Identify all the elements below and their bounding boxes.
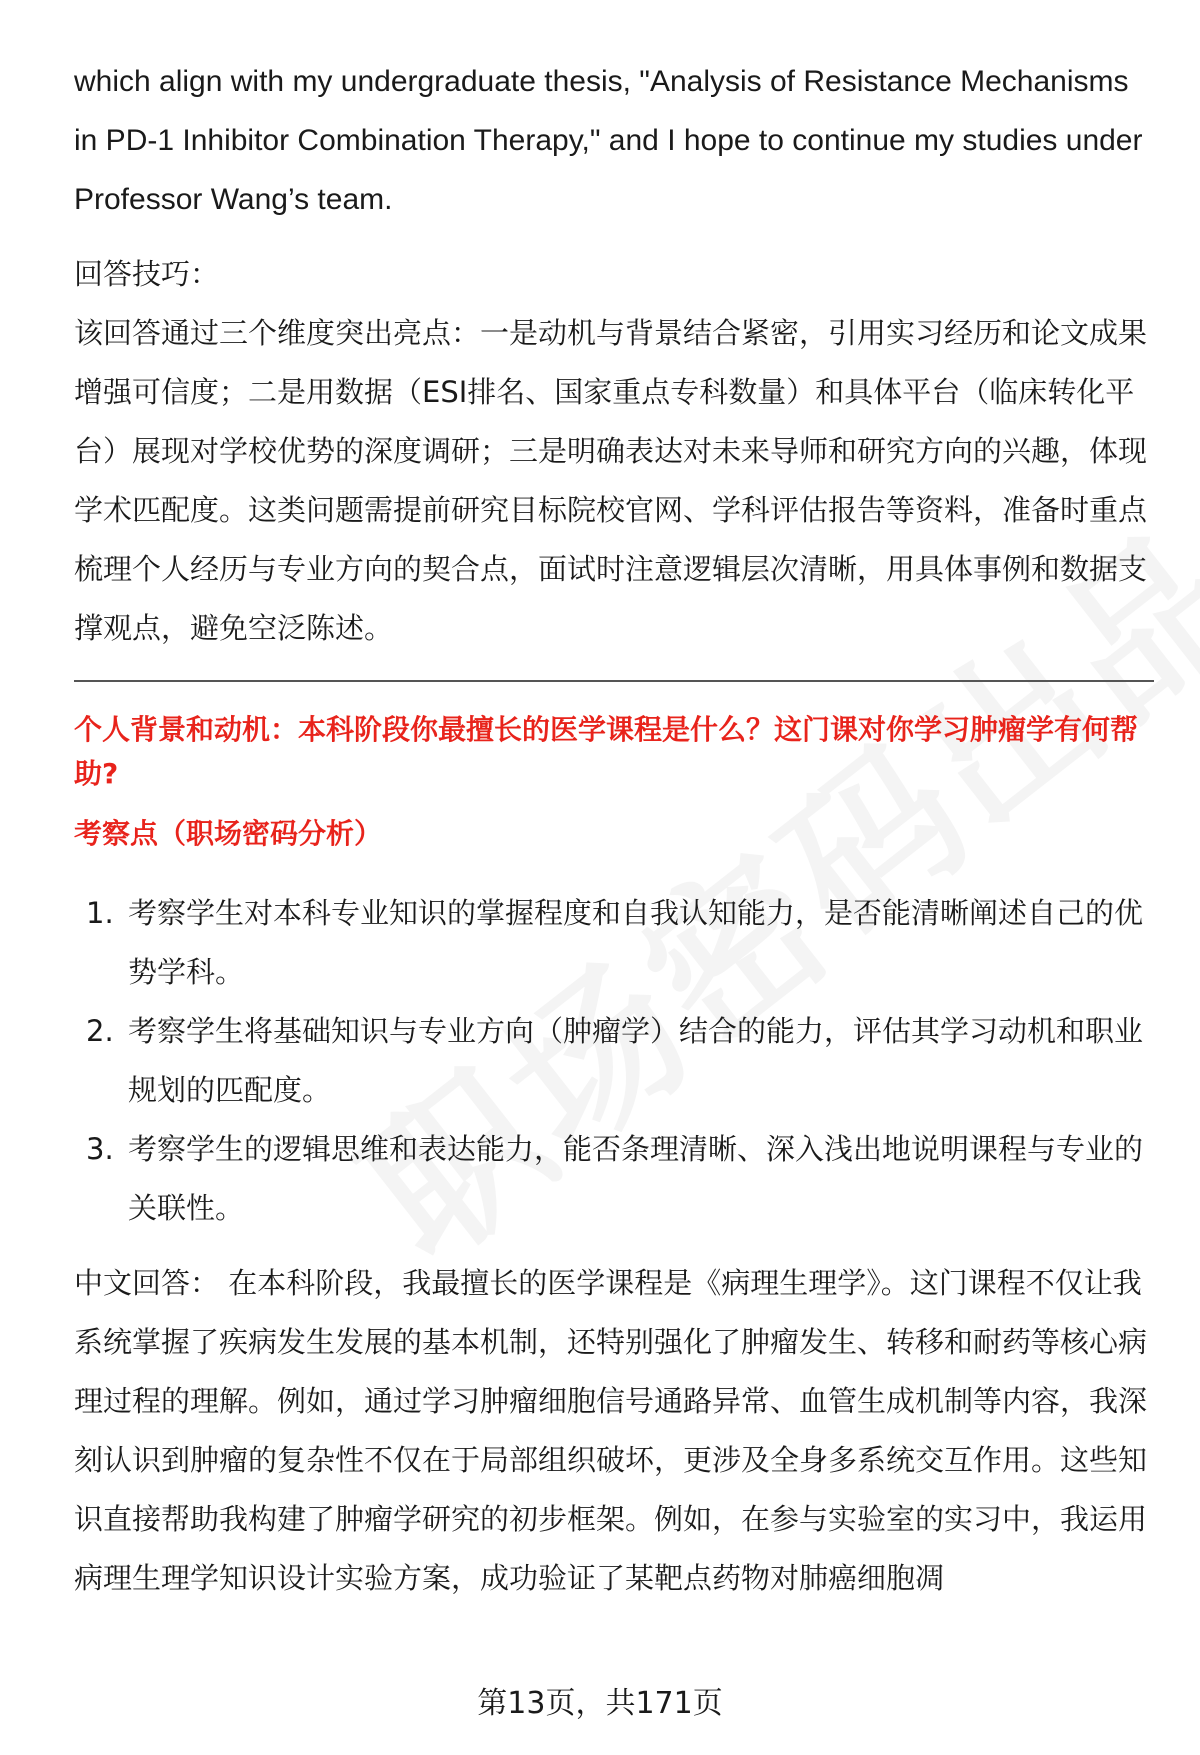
list-item-text: 考察学生将基础知识与专业方向（肿瘤学）结合的能力，评估其学习动机和职业规划的匹配度。 [128,1014,1144,1107]
answer-paragraph: 中文回答： 在本科阶段，我最擅长的医学课程是《病理生理学》。这门课程不仅让我系统掌握了疾病发生发展的基本机制，还特别强化了肿瘤发生、转移和耐药等核心病理过程的理解。例如，通过学习肿瘤细胞信号通路异常、血管生成机制等内容，我深刻认识到肿瘤的复杂性不仅在于局部组织破坏，更涉及全身多系统交互作用。这些知识直接帮助我构建了肿瘤学研究的初步框架。例如，在参与实验室的实习中，我运用病理生理学知识设计实验方案，成功验证了某靶点药物对肺癌细胞凋 [74,1266,1148,1595]
list-item [74,884,1154,1002]
list-item-text: 考察学生对本科专业知识的掌握程度和自我认知能力，是否能清晰阐述自己的优势学科。 [128,896,1144,989]
focus-heading: 考察点（职场密码分析） [74,817,383,850]
list-item-number: 1. [86,896,114,930]
list-item [74,1002,1154,1120]
spacer [74,229,1154,245]
list-item-text: 考察学生的逻辑思维和表达能力，能否条理清晰、深入浅出地说明课程与专业的关联性。 [128,1132,1144,1225]
spacer [74,1238,1154,1254]
page-content [74,52,1154,1608]
tips-label: 回答技巧： [74,257,220,291]
list-item-number: 3. [86,1132,114,1166]
page-number-footer: 第13页，共171页 [477,1686,723,1721]
question-heading: 个人背景和动机：本科阶段你最擅长的医学课程是什么？这门课对你学习肿瘤学有何帮助? [74,713,1139,790]
list-item-number: 2. [86,1014,114,1048]
tips-body: 该回答通过三个维度突出亮点：一是动机与背景结合紧密，引用实习经历和论文成果增强可信度；二是用数据（ESI排名、国家重点专科数量）和具体平台（临床转化平台）展现对学校优势的深度调研；三是明确表达对未来导师和研究方向的兴趣，体现学术匹配度。这类问题需提前研究目标院校官网、学科评估报告等资料，准备时重点梳理个人经历与专业方向的契合点，面试时注意逻辑层次清晰，用具体事例和数据支撑观点，避免空泛陈述。 [74,316,1148,645]
intro-english-paragraph: which align with my undergraduate thesis, "Analysis of Resistance Mechanisms in PD-1 Inhibitor Combination Therapy," and I hope to continue my studies under Professor Wang’s team. [74,65,1143,216]
section-divider [74,680,1154,682]
list-item [74,1120,1154,1238]
focus-points-list [74,884,1154,1238]
